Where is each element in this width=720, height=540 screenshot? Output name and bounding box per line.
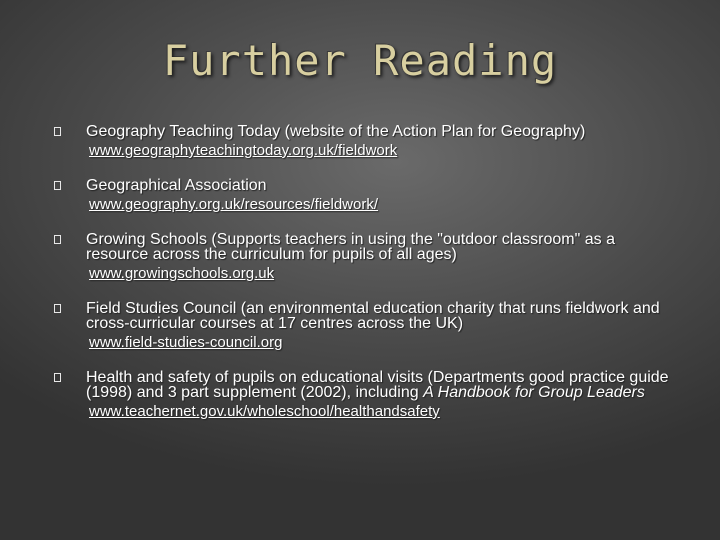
list-item — [0, 232, 720, 281]
item-text: Health and safety of pupils on educational visits (Departments good practice guide (1998) and 3 part supplement (2002), including — [86, 369, 669, 401]
item-link[interactable]: www.geographyteachingtoday.org.uk/fieldwork — [89, 142, 398, 159]
list-item — [0, 178, 720, 212]
reading-list — [0, 124, 720, 439]
list-item — [0, 370, 720, 419]
list-item — [0, 124, 720, 158]
item-link[interactable]: www.field-studies-council.org — [89, 334, 283, 351]
square-bullet-icon — [54, 304, 61, 313]
slide-title: Further Reading — [162, 36, 558, 85]
item-link[interactable]: www.growingschools.org.uk — [89, 265, 275, 282]
square-bullet-icon — [54, 235, 61, 244]
item-link[interactable]: www.teachernet.gov.uk/wholeschool/healthandsafety — [89, 403, 440, 420]
item-link[interactable]: www.geography.org.uk/resources/fieldwork/ — [89, 196, 379, 213]
square-bullet-icon — [54, 181, 61, 190]
item-text: Geography Teaching Today (website of the Action Plan for Geography) — [86, 123, 586, 140]
item-text: Field Studies Council (an environmental education charity that runs fieldwork and cross-curricular courses at 17 centres across the UK) — [86, 300, 660, 332]
item-text: Growing Schools (Supports teachers in using the "outdoor classroom" as a resource across the curriculum for pupils of all ages) — [86, 231, 615, 263]
item-text: Geographical Association — [86, 177, 267, 194]
square-bullet-icon — [54, 373, 61, 382]
list-item — [0, 301, 720, 350]
item-emphasis: A Handbook for Group Leaders — [423, 384, 645, 401]
square-bullet-icon — [54, 127, 61, 136]
